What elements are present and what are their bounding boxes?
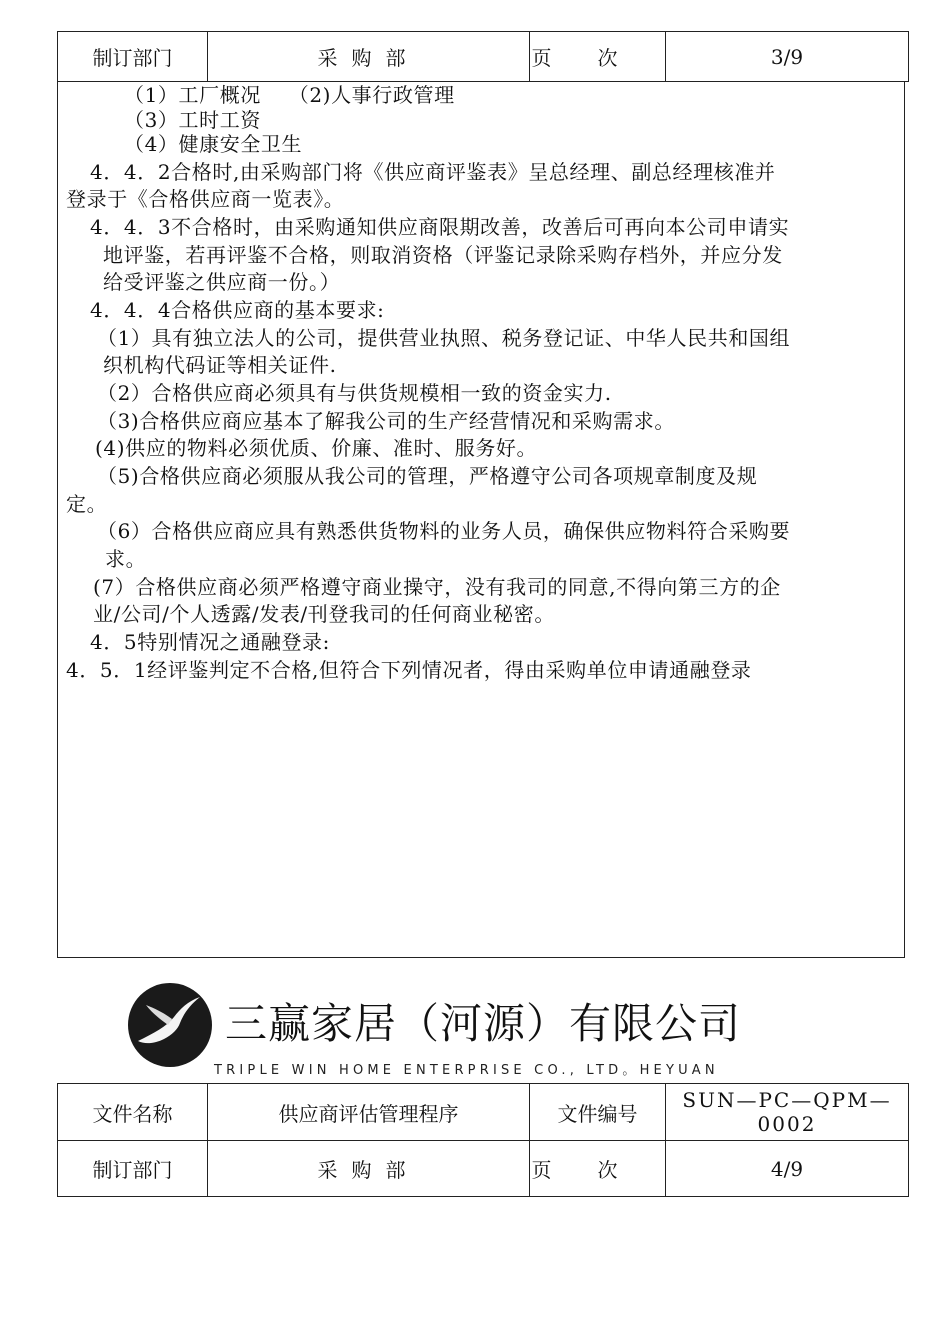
body-line: 4．4．3不合格时，由采购通知供应商限期改善，改善后可再向本公司申请实	[90, 215, 790, 239]
company-name-en: TRIPLE WIN HOME ENTERPRISE CO., LTD。HEYUAN	[214, 1063, 719, 1078]
body-line: （6）合格供应商应具有熟悉供货物料的业务人员，确保供应物料符合采购要	[97, 519, 791, 543]
body-line: 4．4．2合格时,由采购部门将《供应商评鉴表》呈总经理、副总经理核准并	[90, 160, 776, 184]
seagull-logo-icon	[128, 983, 212, 1067]
dept-label-2: 制订部门	[58, 1141, 208, 1197]
body-line: 给受评鉴之供应商一份。）	[103, 270, 341, 294]
page-label-2: 页次	[530, 1141, 666, 1197]
file-name-label: 文件名称	[58, 1084, 208, 1141]
file-name-value: 供应商评估管理程序	[208, 1084, 530, 1141]
body-line: (4)供应的物料必须优质、价廉、准时、服务好。	[95, 436, 538, 460]
body-line: 定。	[66, 492, 108, 516]
body-line: (7）合格供应商必须严格遵守商业操守，没有我司的同意,不得向第三方的企	[93, 575, 781, 599]
body-line: （5)合格供应商必须服从我公司的管理，严格遵守公司各项规章制度及规	[97, 464, 758, 488]
file-no-value: SUN—PC—QPM—0002	[666, 1084, 909, 1141]
body-line: （1）工厂概况 （2)人事行政管理	[124, 83, 455, 107]
body-line: 地评鉴，若再评鉴不合格，则取消资格（评鉴记录除采购存档外，并应分发	[103, 243, 783, 267]
body-line: （3)合格供应商应基本了解我公司的生产经营情况和采购需求。	[97, 409, 675, 433]
page-label: 页次	[530, 32, 666, 82]
body-line: 4．4．4合格供应商的基本要求:	[90, 298, 385, 322]
page-header-table-2	[57, 1083, 909, 1197]
body-line: 4．5．1经评鉴判定不合格,但符合下列情况者，得由采购单位申请通融登录	[66, 658, 752, 682]
dept-value-2: 采购部	[208, 1141, 530, 1197]
company-name-cn: 三赢家居（河源）有限公司	[225, 999, 742, 1048]
page-header-table	[57, 31, 909, 82]
body-line: （1）具有独立法人的公司，提供营业执照、税务登记证、中华人民共和国组	[97, 326, 791, 350]
body-line: 业/公司/个人透露/发表/刊登我司的任何商业秘密。	[93, 602, 555, 626]
page-value-2: 4/9	[666, 1141, 909, 1197]
body-line: 求。	[105, 547, 147, 571]
body-line: （4）健康安全卫生	[124, 132, 303, 156]
body-line: （2）合格供应商必须具有与供货规模相一致的资金实力.	[97, 381, 612, 405]
body-line: （3）工时工资	[124, 108, 261, 132]
dept-value: 采购部	[208, 32, 530, 82]
page-value: 3/9	[666, 32, 909, 82]
body-line: 登录于《合格供应商一览表》。	[66, 187, 345, 211]
dept-label: 制订部门	[58, 32, 208, 82]
body-line: 4．5特别情况之通融登录:	[90, 630, 330, 654]
file-no-label: 文件编号	[530, 1084, 666, 1141]
body-line: 织机构代码证等相关证件.	[103, 353, 337, 377]
